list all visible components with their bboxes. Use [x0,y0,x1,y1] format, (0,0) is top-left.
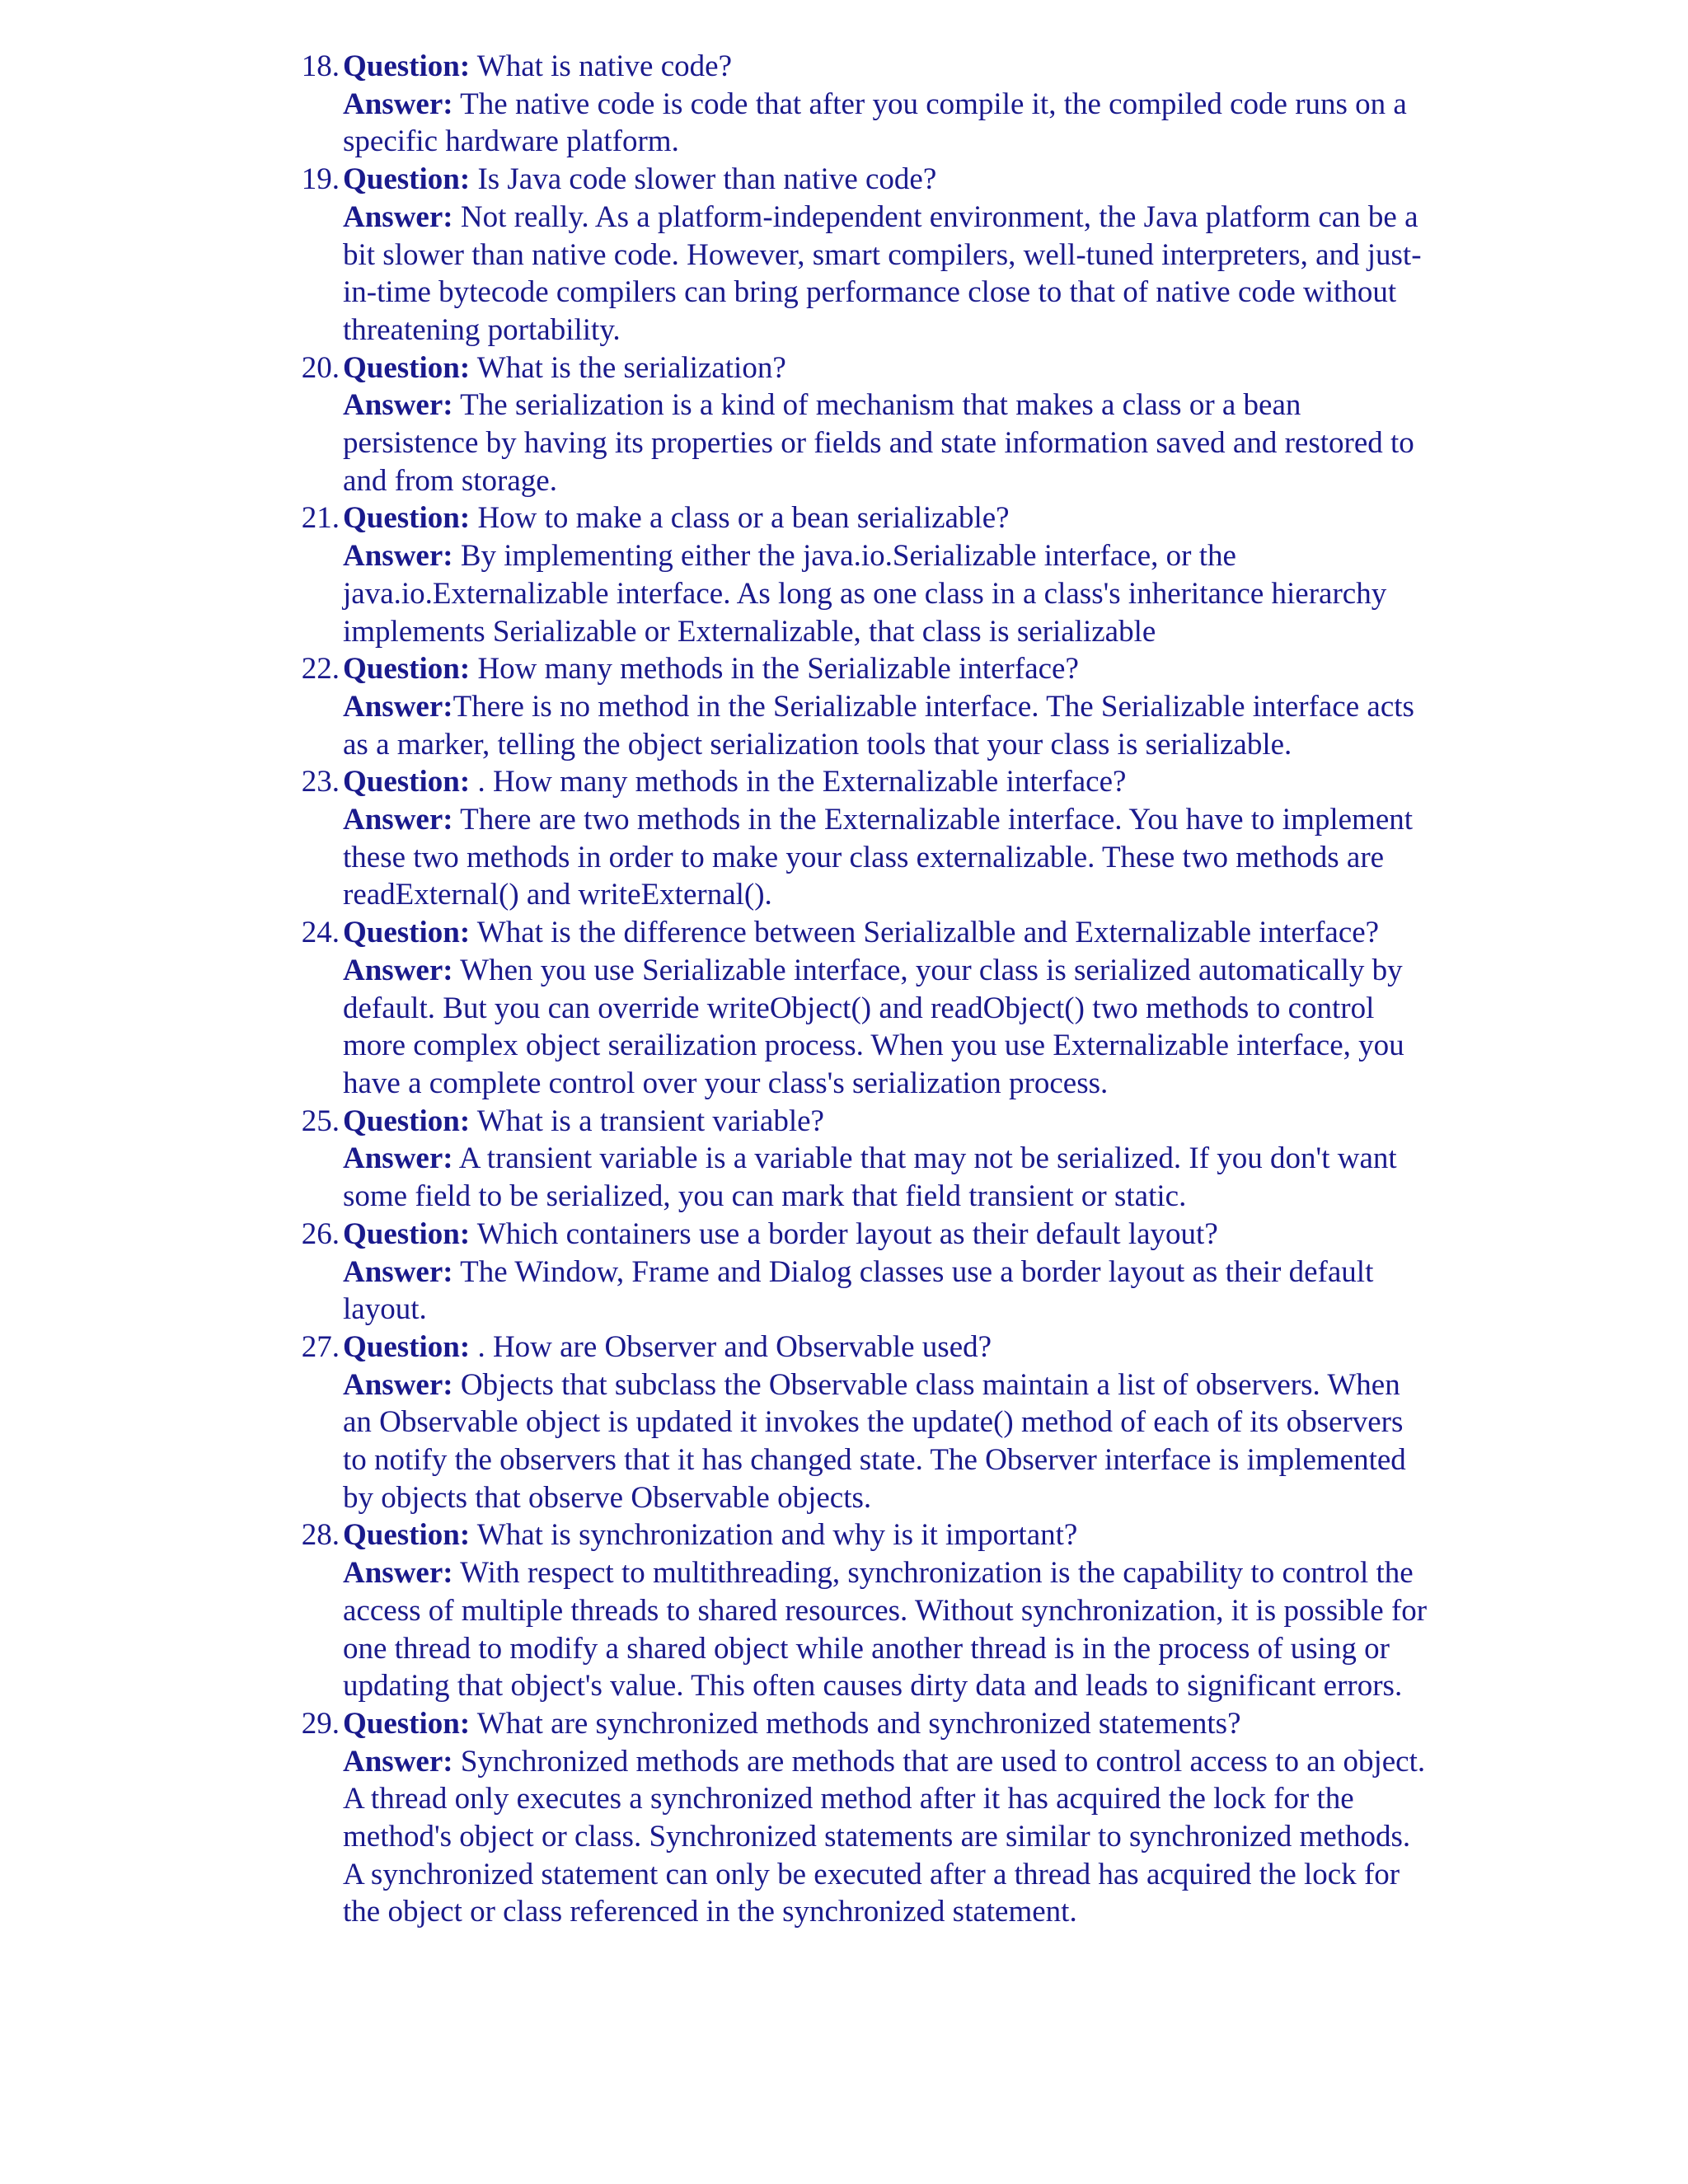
question-text: What is synchronization and why is it important? [470,1518,1078,1553]
question-line [343,161,1431,199]
question-line [343,1216,1431,1254]
question-label: Question: [343,1329,471,1364]
answer-text: Not really. As a platform-independent environment, the Java platform can be a bit slower than native code. However, smart compilers, well-tuned interpreters, and just-in-time bytecode compilers can bring performance close to that of native code without threatening portability. [343,199,1422,347]
qa-item-26 [293,1216,1431,1329]
item-number: 29. [301,1706,340,1741]
question-text: Which containers use a border layout as their default layout? [470,1216,1218,1251]
question-text: What is the difference between Serializalble and Externalizable interface? [470,916,1380,950]
answer-label: Answer: [343,199,453,234]
question-text: What are synchronized methods and synchronized statements? [470,1706,1241,1741]
answer-line [343,1366,1431,1517]
item-number: 25. [301,1104,340,1138]
answer-label: Answer: [343,953,453,987]
answer-text: When you use Serializable interface, your class is serialized automatically by default. But you can override writeObject() and readObject() two methods to control more complex object serailization process. When you use Externalizable interface, you have a complete control over your class's serialization process. [343,953,1404,1100]
answer-label: Answer: [343,87,453,121]
answer-label: Answer: [343,1744,453,1779]
qa-item-28 [293,1516,1431,1705]
question-text: . How many methods in the Externalizable interface? [470,765,1127,799]
qa-item-23 [293,763,1431,914]
question-label: Question: [343,765,471,799]
answer-line [343,688,1431,763]
answer-text: By implementing either the java.io.Serializable interface, or the java.io.Externalizable interface. As long as one class in a class's inheritance hierarchy implements Serializable or Externalizable, that class is serializable [343,539,1387,649]
qa-item-22 [293,650,1431,763]
answer-label: Answer: [343,539,453,574]
question-line [343,349,1431,387]
answer-line [343,1554,1431,1705]
item-number: 20. [301,350,340,385]
answer-text: A transient variable is a variable that may not be serialized. If you don't want some field to be serialized, you can mark that field transient or static. [343,1141,1397,1214]
answer-line [343,952,1431,1103]
answer-line [343,801,1431,914]
answer-line [343,537,1431,650]
item-number: 23. [301,765,340,799]
question-line [343,1705,1431,1743]
question-text: Is Java code slower than native code? [470,162,937,197]
question-text: How to make a class or a bean serializable? [470,501,1010,536]
answer-text: The serialization is a kind of mechanism that makes a class or a bean persistence by having its properties or fields and state information saved and restored to and from storage. [343,388,1414,498]
question-label: Question: [343,1706,471,1741]
qa-item-27 [293,1329,1431,1517]
item-number: 27. [301,1329,340,1364]
answer-line [343,1254,1431,1329]
item-number: 22. [301,652,340,687]
answer-text: There is no method in the Serializable interface. The Serializable interface acts as a marker, telling the object serialization tools that your class is serializable. [343,689,1414,762]
question-text: What is native code? [470,49,732,83]
question-label: Question: [343,1518,471,1553]
answer-text: The native code is code that after you compile it, the compiled code runs on a specific hardware platform. [343,87,1407,159]
answer-line [343,387,1431,499]
item-number: 26. [301,1216,340,1251]
answer-text: With respect to multithreading, synchronization is the capability to control the access of multiple threads to shared resources. Without synchronization, it is possible for one thread to modify a shared object while another thread is in the process of using or updating that object's value. This often causes dirty data and leads to significant errors. [343,1556,1428,1704]
question-line [343,1516,1431,1554]
qa-item-19 [293,161,1431,349]
qa-item-25 [293,1103,1431,1216]
question-line [343,650,1431,688]
question-label: Question: [343,1216,471,1251]
qa-item-18 [293,48,1431,161]
answer-label: Answer: [343,1141,453,1176]
question-label: Question: [343,501,471,536]
item-number: 28. [301,1518,340,1553]
answer-line [343,1743,1431,1932]
question-label: Question: [343,1104,471,1138]
question-label: Question: [343,916,471,950]
question-text: What is a transient variable? [470,1104,824,1138]
answer-text: The Window, Frame and Dialog classes use a border layout as their default layout. [343,1254,1374,1327]
question-label: Question: [343,49,471,83]
question-label: Question: [343,652,471,687]
question-line [343,1103,1431,1141]
question-line [343,763,1431,801]
qa-list [293,48,1431,1931]
question-line [343,499,1431,537]
item-number: 21. [301,501,340,536]
answer-line [343,86,1431,161]
answer-text: Objects that subclass the Observable class maintain a list of observers. When an Observable object is updated it invokes the update() method of each of its observers to notify the observers that it has changed state. The Observer interface is implemented by objects that observe Observable objects. [343,1367,1406,1515]
answer-label: Answer: [343,689,453,724]
qa-item-29 [293,1705,1431,1931]
question-line [343,48,1431,86]
answer-label: Answer: [343,1556,453,1591]
question-label: Question: [343,162,471,197]
answer-label: Answer: [343,1367,453,1402]
answer-line [343,1140,1431,1215]
question-line [343,1329,1431,1366]
item-number: 19. [301,162,340,197]
question-text: What is the serialization? [470,350,786,385]
answer-label: Answer: [343,1254,453,1289]
question-line [343,914,1431,952]
qa-item-24 [293,914,1431,1103]
answer-line [343,199,1431,349]
item-number: 18. [301,49,340,83]
question-label: Question: [343,350,471,385]
qa-item-21 [293,499,1431,650]
answer-text: Synchronized methods are methods that are used to control access to an object. A thread only executes a synchronized method after it has acquired the lock for the method's object or class. Synchronized statements are similar to synchronized methods. A synchronized statement can only be executed after a thread has acquired the lock for the object or class referenced in the synchronized statement. [343,1744,1426,1929]
answer-text: There are two methods in the Externalizable interface. You have to implement these two methods in order to make your class externalizable. These two methods are readExternal() and writeExternal(). [343,803,1414,912]
answer-label: Answer: [343,388,453,423]
question-text: How many methods in the Serializable interface? [470,652,1079,687]
qa-item-20 [293,349,1431,500]
item-number: 24. [301,916,340,950]
question-text: . How are Observer and Observable used? [470,1329,992,1364]
answer-label: Answer: [343,803,453,837]
